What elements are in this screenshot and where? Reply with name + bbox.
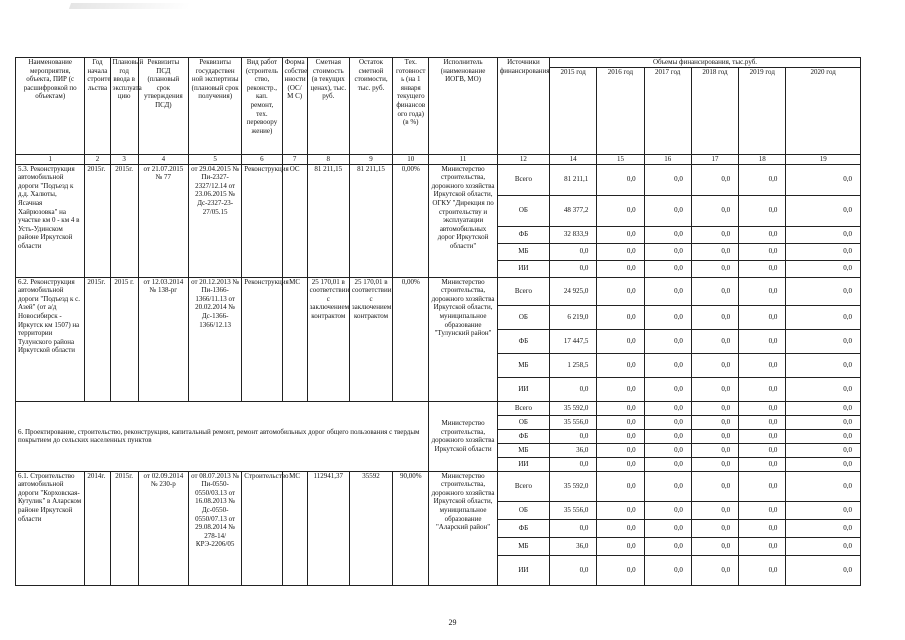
estimated-cost: 81 211,15 xyxy=(307,164,349,277)
header-cost: Сметная стоимость (в текущих ценах), тыс. руб. xyxy=(307,58,349,155)
executor: Министерство строительства, дорожного хозяйства Иркутской области xyxy=(429,401,497,471)
funding-value: 0,0 xyxy=(739,329,786,353)
financing-table xyxy=(15,57,861,586)
funding-value: 0,0 xyxy=(739,260,786,277)
column-number: 1 xyxy=(16,155,85,165)
funding-value: 0,0 xyxy=(644,471,691,501)
funding-value: 0,0 xyxy=(597,519,644,537)
funding-value: 0,0 xyxy=(739,377,786,401)
funding-value: 0,0 xyxy=(786,501,861,519)
column-number: 2 xyxy=(85,155,110,165)
funding-value: 0,0 xyxy=(739,353,786,377)
column-number: 5 xyxy=(188,155,241,165)
page-number: 29 xyxy=(448,618,457,627)
funding-source: ФБ xyxy=(497,429,549,443)
funding-value: 0,0 xyxy=(786,429,861,443)
funding-value: 0,0 xyxy=(597,377,644,401)
funding-value: 0,0 xyxy=(644,305,691,329)
funding-value: 0,0 xyxy=(691,305,738,329)
funding-source: МБ xyxy=(497,353,549,377)
funding-value: 0,0 xyxy=(597,457,644,471)
funding-value: 0,0 xyxy=(786,329,861,353)
funding-value: 0,0 xyxy=(739,243,786,260)
expertise-details: от 29.04.2015 № Пи-2327-2327/12.14 от 23.06.2015 № Дс-2327-23-27/05.15 xyxy=(188,164,241,277)
funding-value: 0,0 xyxy=(550,519,597,537)
column-number: 6 xyxy=(242,155,282,165)
funding-value: 0,0 xyxy=(644,501,691,519)
project-name: 5.3. Реконструкция автомобильной дороги "Подъезд к д.д. Халюты, Ясачная Хайрюзовка" на участке км 0 - км 4 в Усть-Удинском районе Иркутской области xyxy=(16,164,85,277)
header-plan-year: Плановый год ввода в эксплуата цию xyxy=(110,58,138,155)
funding-value: 0,0 xyxy=(691,537,738,555)
funding-source: ИИ xyxy=(497,457,549,471)
funding-value: 0,0 xyxy=(691,555,738,585)
funding-source: МБ xyxy=(497,537,549,555)
funding-value: 0,0 xyxy=(597,429,644,443)
scan-artifact xyxy=(69,3,191,9)
funding-value: 0,0 xyxy=(597,415,644,429)
remaining-cost: 25 170,01 в соответствии с заключением контрактом xyxy=(349,277,392,401)
funding-value: 0,0 xyxy=(691,329,738,353)
funding-source: МБ xyxy=(497,443,549,457)
header-year: 2019 год xyxy=(739,67,786,154)
remaining-cost: 35592 xyxy=(349,471,392,585)
funding-value: 0,0 xyxy=(739,555,786,585)
funding-value: 0,0 xyxy=(644,329,691,353)
funding-value: 0,0 xyxy=(739,457,786,471)
funding-value: 1 258,5 xyxy=(550,353,597,377)
column-number: 8 xyxy=(307,155,349,165)
column-number: 19 xyxy=(786,155,861,165)
header-expertise: Реквизиты государствен ной экспертизы (плановый срок получения) xyxy=(188,58,241,155)
column-number: 7 xyxy=(282,155,307,165)
column-number: 11 xyxy=(429,155,497,165)
psd-details: от 21.07.2015 № 77 xyxy=(138,164,188,277)
funding-value: 0,0 xyxy=(739,471,786,501)
funding-value: 0,0 xyxy=(739,415,786,429)
funding-value: 0,0 xyxy=(691,260,738,277)
funding-source: Всего xyxy=(497,471,549,501)
funding-value: 0,0 xyxy=(644,519,691,537)
header-name: Наименование мероприятия, объекта, ПИР (с расшифровкой по объектам) xyxy=(16,58,85,155)
funding-value: 0,0 xyxy=(597,555,644,585)
start-year: 2014г. xyxy=(85,471,110,585)
header-psd: Реквизиты ПСД (плановый срок утверждения ПСД) xyxy=(138,58,188,155)
funding-value: 0,0 xyxy=(786,226,861,243)
funding-value: 0,0 xyxy=(786,243,861,260)
funding-value: 0,0 xyxy=(550,429,597,443)
work-type: Строительство xyxy=(242,471,282,585)
executor: Министерство строительства, дорожного хозяйства Иркутской области, ОГКУ "Дирекция по строительству и эксплуатации автомобильных дорог Иркутской области" xyxy=(429,164,497,277)
funding-value: 0,0 xyxy=(786,277,861,305)
funding-value: 0,0 xyxy=(597,471,644,501)
funding-value: 0,0 xyxy=(644,555,691,585)
work-type: Реконструкция xyxy=(242,277,282,401)
funding-value: 0,0 xyxy=(786,471,861,501)
funding-value: 0,0 xyxy=(739,443,786,457)
header-year: 2018 год xyxy=(691,67,738,154)
funding-value: 0,0 xyxy=(786,260,861,277)
section-title: 6. Проектирование, строительство, реконструкция, капитальный ремонт, ремонт автомобильных дорог общего пользования с твердым покрытием до сельских населенных пунктов xyxy=(16,401,429,471)
funding-value: 0,0 xyxy=(739,195,786,226)
funding-value: 0,0 xyxy=(644,243,691,260)
header-year: 2015 год xyxy=(550,67,597,154)
plan-year: 2015г. xyxy=(110,471,138,585)
funding-value: 0,0 xyxy=(786,457,861,471)
column-number: 10 xyxy=(393,155,429,165)
psd-details: от 12.03.2014 № 138-рг xyxy=(138,277,188,401)
readiness: 0,00% xyxy=(393,164,429,277)
funding-source: ИИ xyxy=(497,555,549,585)
funding-value: 0,0 xyxy=(550,377,597,401)
funding-value: 0,0 xyxy=(739,277,786,305)
funding-value: 48 377,2 xyxy=(550,195,597,226)
funding-value: 17 447,5 xyxy=(550,329,597,353)
funding-value: 0,0 xyxy=(691,501,738,519)
funding-value: 0,0 xyxy=(644,260,691,277)
header-work-type: Вид работ (строитель ство, реконстр., кап. ремонт, тех. перевоору жение) xyxy=(242,58,282,155)
funding-value: 81 211,1 xyxy=(550,164,597,195)
funding-source: ОБ xyxy=(497,195,549,226)
funding-source: Всего xyxy=(497,277,549,305)
funding-value: 0,0 xyxy=(786,519,861,537)
column-number: 12 xyxy=(497,155,549,165)
funding-source: Всего xyxy=(497,401,549,415)
ownership: МС xyxy=(282,471,307,585)
funding-source: ФБ xyxy=(497,329,549,353)
project-name: 6.2. Реконструкция автомобильной дороги "Подъезд к с. Азей" (от а/д Новосибирск - Иркутск км 1507) на территории Тулунского района Иркутской области xyxy=(16,277,85,401)
ownership: МС xyxy=(282,277,307,401)
funding-value: 0,0 xyxy=(597,329,644,353)
funding-source: ИИ xyxy=(497,260,549,277)
funding-value: 0,0 xyxy=(597,226,644,243)
funding-value: 0,0 xyxy=(550,243,597,260)
start-year: 2015г. xyxy=(85,277,110,401)
work-type: Реконструкция xyxy=(242,164,282,277)
funding-value: 0,0 xyxy=(597,537,644,555)
funding-value: 0,0 xyxy=(550,457,597,471)
expertise-details: от 20.12.2013 № Пи-1366-1366/11.13 от 20.02.2014 № Дс-1366-1366/12.13 xyxy=(188,277,241,401)
funding-value: 35 592,0 xyxy=(550,401,597,415)
funding-value: 35 592,0 xyxy=(550,471,597,501)
executor: Министерство строительства, дорожного хозяйства Иркутской области, муниципальное образование "Тулунский район" xyxy=(429,277,497,401)
funding-value: 0,0 xyxy=(691,195,738,226)
funding-value: 0,0 xyxy=(691,401,738,415)
funding-value: 0,0 xyxy=(597,501,644,519)
funding-value: 32 833,9 xyxy=(550,226,597,243)
funding-value: 35 556,0 xyxy=(550,501,597,519)
funding-value: 0,0 xyxy=(786,537,861,555)
funding-value: 0,0 xyxy=(739,401,786,415)
funding-value: 24 925,0 xyxy=(550,277,597,305)
column-number: 14 xyxy=(550,155,597,165)
funding-value: 0,0 xyxy=(644,377,691,401)
funding-value: 0,0 xyxy=(739,537,786,555)
table-row xyxy=(16,401,861,415)
funding-value: 0,0 xyxy=(691,471,738,501)
funding-value: 0,0 xyxy=(644,353,691,377)
expertise-details: от 08.07.2013 № Пи-0550-0550/03.13 от 16.08.2013 № Дс-0550-0550/07.13 от 29.08.2014 № 278-14/КРЭ-2206/05 xyxy=(188,471,241,585)
table-row xyxy=(16,277,861,305)
funding-value: 0,0 xyxy=(786,415,861,429)
funding-value: 0,0 xyxy=(691,377,738,401)
funding-value: 36,0 xyxy=(550,443,597,457)
funding-value: 0,0 xyxy=(691,443,738,457)
table-row xyxy=(16,471,861,501)
funding-value: 0,0 xyxy=(644,164,691,195)
funding-value: 0,0 xyxy=(691,519,738,537)
funding-source: ФБ xyxy=(497,519,549,537)
funding-value: 0,0 xyxy=(597,243,644,260)
funding-value: 0,0 xyxy=(644,537,691,555)
header-executor: Исполнитель (наименование ИОГВ, МО) xyxy=(429,58,497,155)
funding-value: 0,0 xyxy=(786,377,861,401)
psd-details: от 02.09.2014 № 230-р xyxy=(138,471,188,585)
funding-value: 35 556,0 xyxy=(550,415,597,429)
funding-value: 0,0 xyxy=(597,443,644,457)
funding-source: ОБ xyxy=(497,305,549,329)
funding-value: 0,0 xyxy=(644,277,691,305)
funding-value: 0,0 xyxy=(691,415,738,429)
column-number: 17 xyxy=(691,155,738,165)
funding-value: 0,0 xyxy=(644,195,691,226)
estimated-cost: 112941,37 xyxy=(307,471,349,585)
funding-value: 0,0 xyxy=(644,226,691,243)
ownership: ОС xyxy=(282,164,307,277)
funding-value: 0,0 xyxy=(786,353,861,377)
document-page xyxy=(15,57,861,586)
funding-value: 0,0 xyxy=(739,519,786,537)
funding-value: 0,0 xyxy=(550,260,597,277)
funding-value: 0,0 xyxy=(644,457,691,471)
header-remaining: Остаток сметной стоимости, тыс. руб. xyxy=(349,58,392,155)
funding-source: ФБ xyxy=(497,226,549,243)
start-year: 2015г. xyxy=(85,164,110,277)
executor: Министерство строительства, дорожного хозяйства Иркутской области, муниципальное образование "Аларский район" xyxy=(429,471,497,585)
funding-value: 0,0 xyxy=(644,401,691,415)
funding-value: 0,0 xyxy=(597,401,644,415)
funding-value: 0,0 xyxy=(691,353,738,377)
funding-value: 0,0 xyxy=(691,226,738,243)
header-ownership: Форма собстве нности (ОС/М С) xyxy=(282,58,307,155)
remaining-cost: 81 211,15 xyxy=(349,164,392,277)
readiness: 0,00% xyxy=(393,277,429,401)
header-readiness: Тех. готовност ь (на 1 января текущего финансов ого года) (в %) xyxy=(393,58,429,155)
funding-value: 0,0 xyxy=(786,555,861,585)
funding-source: Всего xyxy=(497,164,549,195)
funding-value: 0,0 xyxy=(550,555,597,585)
column-number: 9 xyxy=(349,155,392,165)
funding-value: 0,0 xyxy=(786,401,861,415)
funding-value: 36,0 xyxy=(550,537,597,555)
funding-value: 0,0 xyxy=(739,164,786,195)
funding-source: ОБ xyxy=(497,415,549,429)
funding-value: 6 219,0 xyxy=(550,305,597,329)
header-sources: Источники финансирования xyxy=(497,58,549,155)
column-number: 15 xyxy=(597,155,644,165)
funding-source: ИИ xyxy=(497,377,549,401)
readiness: 90,00% xyxy=(393,471,429,585)
column-number: 18 xyxy=(739,155,786,165)
funding-value: 0,0 xyxy=(786,305,861,329)
funding-value: 0,0 xyxy=(691,164,738,195)
funding-value: 0,0 xyxy=(644,429,691,443)
funding-value: 0,0 xyxy=(597,195,644,226)
funding-value: 0,0 xyxy=(597,260,644,277)
header-year: 2016 год xyxy=(597,67,644,154)
funding-value: 0,0 xyxy=(691,243,738,260)
header-start-year: Год начала строите льства xyxy=(85,58,110,155)
funding-value: 0,0 xyxy=(739,305,786,329)
funding-value: 0,0 xyxy=(597,353,644,377)
column-number: 4 xyxy=(138,155,188,165)
funding-value: 0,0 xyxy=(691,457,738,471)
funding-value: 0,0 xyxy=(739,429,786,443)
funding-value: 0,0 xyxy=(786,164,861,195)
funding-value: 0,0 xyxy=(644,415,691,429)
funding-value: 0,0 xyxy=(786,195,861,226)
funding-value: 0,0 xyxy=(739,501,786,519)
column-number: 3 xyxy=(110,155,138,165)
funding-value: 0,0 xyxy=(644,443,691,457)
funding-source: ОБ xyxy=(497,501,549,519)
funding-source: МБ xyxy=(497,243,549,260)
table-row xyxy=(16,164,861,195)
project-name: 6.1. Строительство автомобильной дороги "Корховская-Кутулик" в Аларском районе Иркутской области xyxy=(16,471,85,585)
funding-value: 0,0 xyxy=(597,305,644,329)
header-year: 2017 год xyxy=(644,67,691,154)
funding-value: 0,0 xyxy=(597,164,644,195)
estimated-cost: 25 170,01 в соответствии с заключением контрактом xyxy=(307,277,349,401)
header-year: 2020 год xyxy=(786,67,861,154)
funding-value: 0,0 xyxy=(597,277,644,305)
column-number: 16 xyxy=(644,155,691,165)
funding-value: 0,0 xyxy=(786,443,861,457)
plan-year: 2015г. xyxy=(110,164,138,277)
funding-value: 0,0 xyxy=(691,429,738,443)
header-funding: Объемы финансирования, тыс.руб. xyxy=(550,58,861,68)
funding-value: 0,0 xyxy=(691,277,738,305)
plan-year: 2015 г. xyxy=(110,277,138,401)
funding-value: 0,0 xyxy=(739,226,786,243)
